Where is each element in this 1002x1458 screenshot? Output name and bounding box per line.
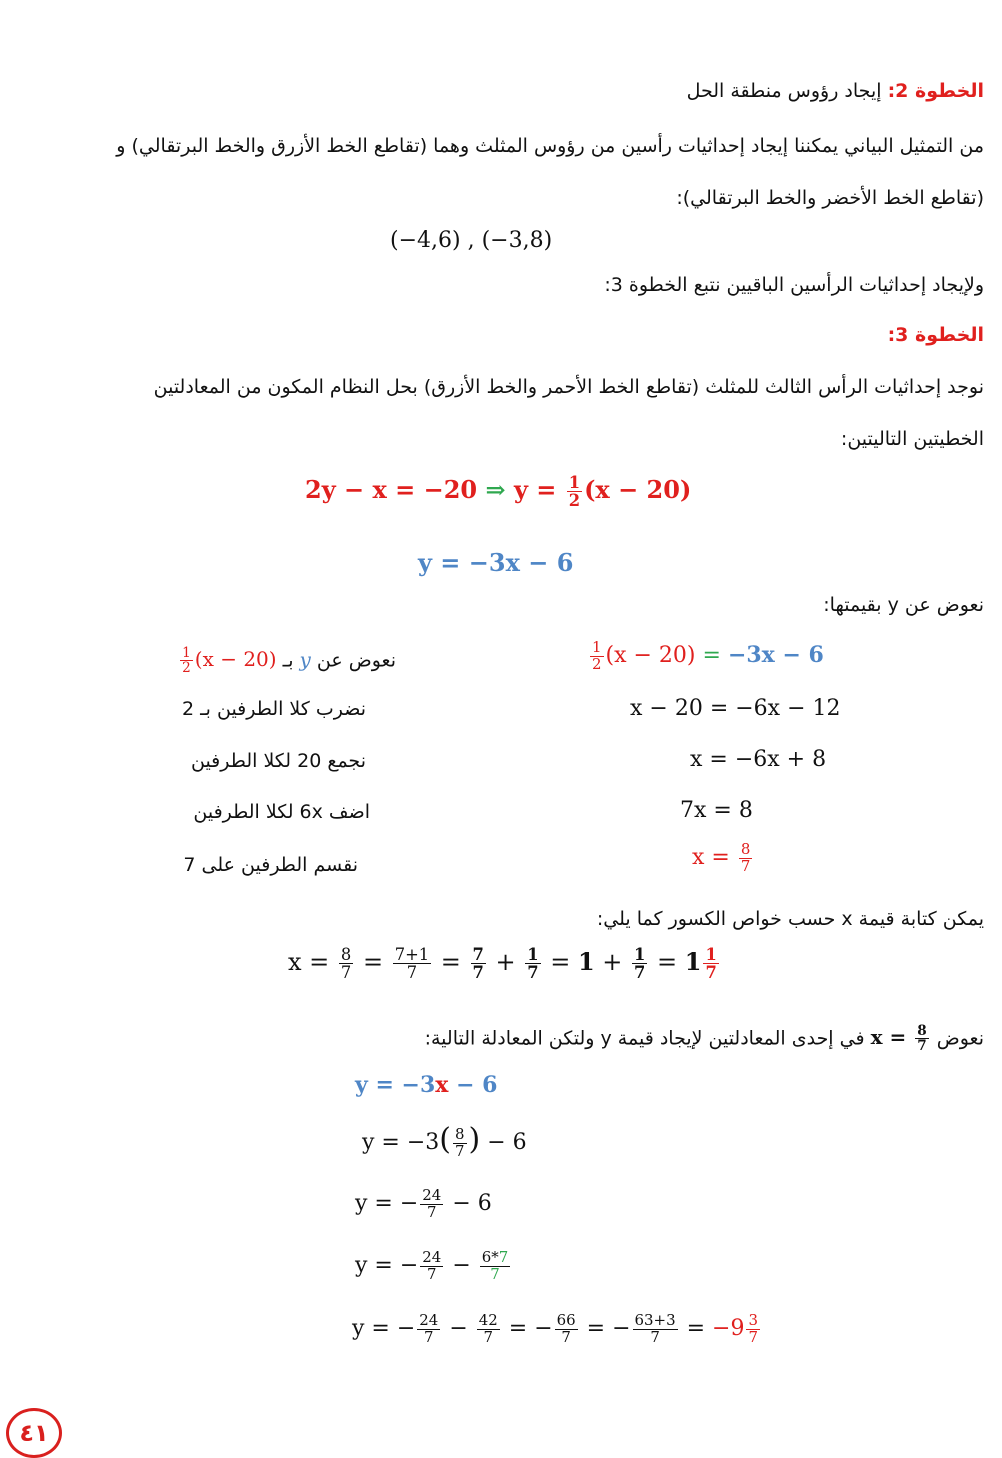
page-number-badge: ٤١ [6, 1408, 62, 1458]
step2-line2: (تقاطع الخط الأخضر والخط البرتقالي): [676, 187, 984, 209]
step2-heading: الخطوة 2: [887, 80, 984, 102]
y-line-1: y = −3x − 6 [355, 1072, 498, 1098]
equation-2: y = −3x − 6 [418, 548, 574, 577]
sub-intro: نعوض x = $\frac{8}{7}$ في إحدى المعادلتين لإيجاد قيمة y ولتكن المعادلة التالية: [424, 1023, 984, 1055]
step-note-3: نجمع 20 لكلا الطرفين [190, 750, 366, 772]
y-line-5: y = − $\frac{24}{7}$ − $\frac{42}{7}$ = − $\frac{66}{7}$ = − $\frac{63+3}{7}$ = −9 $\frac{3}{7}$ [352, 1311, 758, 1346]
step2-points: (−4,6) , (−3,8) [390, 228, 553, 253]
step2-heading-rest: إيجاد رؤوس منطقة الحل [686, 80, 882, 102]
y-line-4: y = − $\frac{24}{7}$ − $\frac{6*7}{7}$ [355, 1248, 509, 1283]
step-eq-2: x − 20 = −6x − 12 [630, 696, 841, 721]
step-note-2: نضرب كلا الطرفين بـ 2 [181, 698, 366, 720]
x-fraction-chain: x = $\frac{8}{7}$ = $\frac{7+1}{7}$ = $\frac{7}{7}$ + $\frac{1}{7}$ = 1 + $\frac{1}{7}$ = 1 $\frac{1}{7}$ [288, 945, 717, 983]
y-line-2: y = −3( $\frac{8}{7}$ ) − 6 [362, 1122, 527, 1160]
step2-line3: ولإيجاد إحداثيات الرأسين الباقيين نتبع الخطوة 3: [604, 274, 984, 296]
step-note-5: نقسم الطرفين على 7 [183, 854, 358, 876]
substitute-intro: نعوض عن y بقيمتها: [823, 594, 984, 616]
step-eq-3: x = −6x + 8 [690, 747, 827, 772]
step-note-4: اضف 6x لكلا الطرفين [193, 801, 370, 823]
equation-1: 2y − x = −20 ⇒ y = $\frac{1}{2}$ (x − 20) [305, 473, 692, 511]
y-line-3: y = − $\frac{24}{7}$ − 6 [355, 1186, 492, 1221]
step3-heading: الخطوة 3: [887, 324, 984, 346]
step3-line2: الخطيتين التاليتين: [840, 428, 984, 450]
step-note-1: نعوض عن y بـ $\frac{1}{2}$ (x − 20) [182, 645, 396, 677]
step-eq-1: $\frac{1}{2}$ (x − 20) = −3x − 6 [592, 638, 824, 673]
step2-heading-line [687, 80, 984, 102]
step2-line1: من التمثيل البياني يمكننا إيجاد إحداثيات رأسين من رؤوس المثلث وهما (تقاطع الخط الأزرق والخط البرتقالي) و [116, 135, 984, 157]
step-eq-5: x = $\frac{8}{7}$ [692, 840, 751, 875]
fraction-intro: يمكن كتابة قيمة x حسب خواص الكسور كما يلي: [596, 908, 984, 930]
step3-line1: نوجد إحداثيات الرأس الثالث للمثلث (تقاطع الخط الأحمر والخط الأزرق) بحل النظام المكون من المعادلتين [153, 376, 984, 398]
step-eq-4: 7x = 8 [680, 798, 753, 823]
